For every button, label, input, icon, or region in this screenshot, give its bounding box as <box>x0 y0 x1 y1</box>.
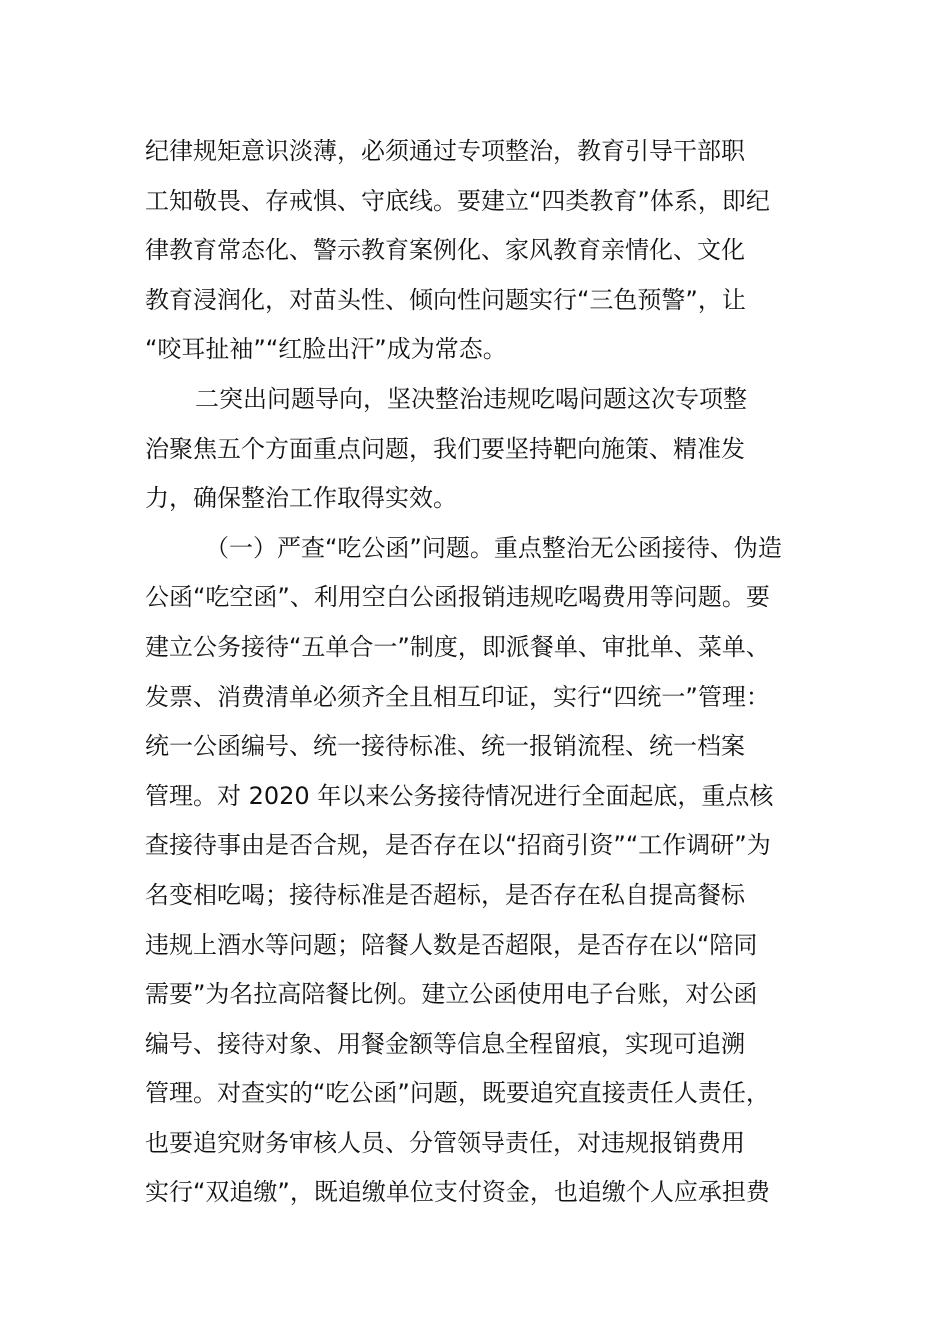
text-line: 实行“双追缴”，既追缴单位支付资金，也追缴个人应承担费 <box>145 1178 770 1207</box>
text-line: 违规上酒水等问题；陪餐人数是否超限，是否存在以“陪同 <box>145 930 758 959</box>
text-line: “咬耳扯袖”“红脸出汗”成为常态。 <box>145 335 507 364</box>
text-line: 公函“吃空函”、利用空白公函报销违规吃喝费用等问题。要 <box>145 583 770 612</box>
text-line: 需要”为名拉高陪餐比例。建立公函使用电子台账，对公函 <box>145 980 758 1009</box>
text-line: 律教育常态化、警示教育案例化、家风教育亲情化、文化 <box>145 236 745 265</box>
text-line: 名变相吃喝；接待标准是否超标，是否存在私自提高餐标 <box>145 880 745 909</box>
text-line: 编号、接待对象、用餐金额等信息全程留痕，实现可追溯 <box>145 1029 745 1058</box>
document-body <box>145 127 810 1218</box>
text-line: 管理。对 2020 年以来公务接待情况进行全面起底，重点核 <box>145 781 774 810</box>
text-line: 管理。对查实的“吃公函”问题，既要追究直接责任人责任， <box>145 1079 770 1108</box>
text-line: 发票、消费清单必须齐全且相互印证，实行“四统一”管理： <box>145 682 770 711</box>
text-line: 统一公函编号、统一接待标准、统一报销流程、统一档案 <box>145 732 745 761</box>
text-line: 查接待事由是否合规，是否存在以“招商引资”“工作调研”为 <box>145 831 771 860</box>
section-heading-line: 二突出问题导向，坚决整治违规吃喝问题这次专项整 <box>195 384 747 413</box>
text-line: 建立公务接待“五单合一”制度，即派餐单、审批单、菜单、 <box>145 632 770 661</box>
text-line: 教育浸润化，对苗头性、倾向性问题实行“三色预警”，让 <box>145 285 746 314</box>
text-line: 力，确保整治工作取得实效。 <box>145 484 457 513</box>
text-line: 治聚焦五个方面重点问题，我们要坚持靶向施策、精准发 <box>145 434 745 463</box>
subsection-heading-line: （一）严查“吃公函”问题。重点整治无公函接待、伪造 <box>205 533 782 562</box>
text-line: 工知敬畏、存戒惧、守底线。要建立“四类教育”体系，即纪 <box>145 186 770 215</box>
text-line: 纪律规矩意识淡薄，必须通过专项整治，教育引导干部职 <box>145 137 745 165</box>
text-line: 也要追究财务审核人员、分管领导责任，对违规报销费用 <box>145 1128 745 1157</box>
